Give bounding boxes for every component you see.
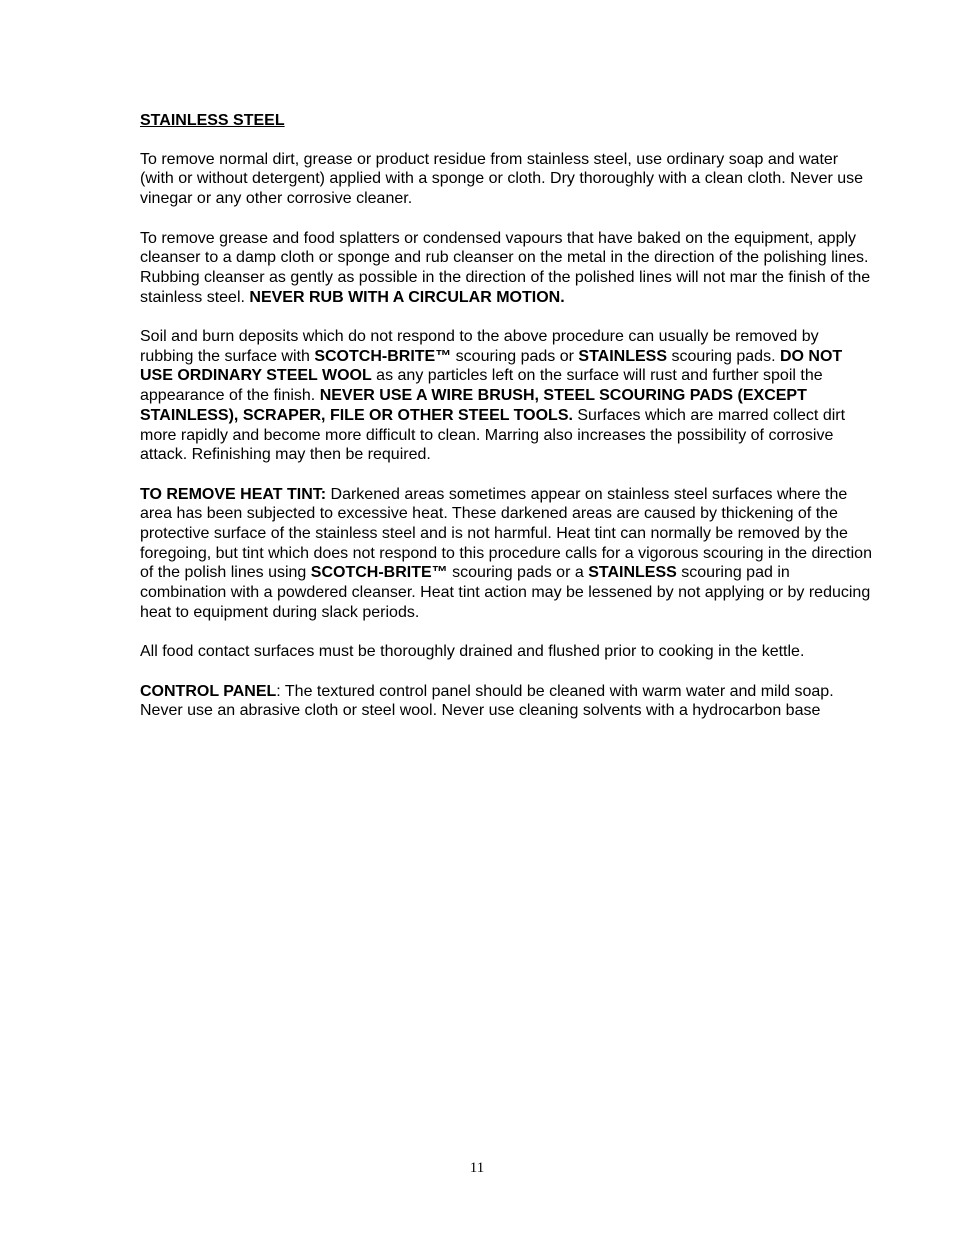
paragraph-normal-cleaning: To remove normal dirt, grease or product residue from stainless steel, use ordinary soap and water (with or without detergent) applied with a sponge or cloth. Dry thoroughly with a clean cloth. Never use vinegar or any other corrosive cleaner.	[140, 150, 864, 208]
page-number: 11	[469, 1160, 485, 1176]
document-body	[140, 111, 876, 741]
circular-motion-warning: NEVER RUB WITH A CIRCULAR MOTION.	[249, 288, 565, 306]
scotch-brite-label-2: SCOTCH-BRITE™	[310, 564, 448, 582]
paragraph-food-contact: All food contact surfaces must be thoroughly drained and flushed prior to cooking in the kettle.	[140, 643, 805, 661]
stainless-label: STAINLESS	[578, 347, 668, 365]
control-panel-label: CONTROL PANEL	[140, 682, 277, 700]
soil-text-1: Soil and burn deposits which do not respond to the above procedure can usually be removed by rubbing the surface with	[140, 328, 819, 365]
stainless-label-2: STAINLESS	[588, 564, 677, 582]
section-heading: STAINLESS STEEL	[140, 112, 285, 129]
heat-tint-label: TO REMOVE HEAT TINT:	[140, 485, 327, 503]
soil-text-2: scouring pads or	[451, 347, 579, 365]
soil-text-4: as any particles left on the surface will rust and further spoil the appearance of the finish.	[140, 367, 823, 405]
grease-text: To remove grease and food splatters or condensed vapours that have baked on the equipment, apply cleanser to a damp cloth or sponge and rub cleanser on the metal in the direction of the polishing lines. Rubbing cleanser as gently as possible in the direction of the polished lines will not mar the finish of the stainless steel.	[140, 229, 871, 306]
heat-tint-text-2: scouring pads or a	[447, 564, 589, 582]
steel-wool-warning: DO NOT USE ORDINARY STEEL WOOL	[140, 347, 843, 385]
scotch-brite-label: SCOTCH-BRITE™	[314, 347, 452, 365]
paragraph-control-panel	[140, 682, 876, 721]
soil-text-5: Surfaces which are marred collect dirt more rapidly and become more difficult to clean. Marring also increases the possibility of corrosive attack. Refinishing may then be required.	[140, 406, 846, 464]
paragraph-heat-tint	[140, 485, 876, 623]
heat-tint-text-1: Darkened areas sometimes appear on stainless steel surfaces where the area has been subjected to excessive heat. These darkened areas are caused by thickening of the protective surface of the stainless steel and is not harmful. Heat tint can normally be removed by the foregoing, but tint which does not respond to this procedure calls for a vigorous scouring in the direction of the polish lines using	[140, 485, 872, 582]
wire-brush-warning: NEVER USE A WIRE BRUSH, STEEL SCOURING PADS (EXCEPT STAINLESS), SCRAPER, FILE OR OTHER STEEL TOOLS.	[140, 387, 807, 424]
paragraph-grease-removal	[140, 229, 876, 308]
soil-text-3: scouring pads.	[667, 347, 780, 365]
heat-tint-text-3: scouring pad in combination with a powdered cleanser. Heat tint action may be lessened by not applying or by reducing heat to equipment during slack periods.	[140, 564, 871, 621]
paragraph-soil-deposits	[140, 327, 876, 465]
control-panel-text: : The textured control panel should be cleaned with warm water and mild soap. Never use an abrasive cloth or steel wool. Never use cleaning solvents with a hydrocarbon base	[140, 682, 834, 720]
